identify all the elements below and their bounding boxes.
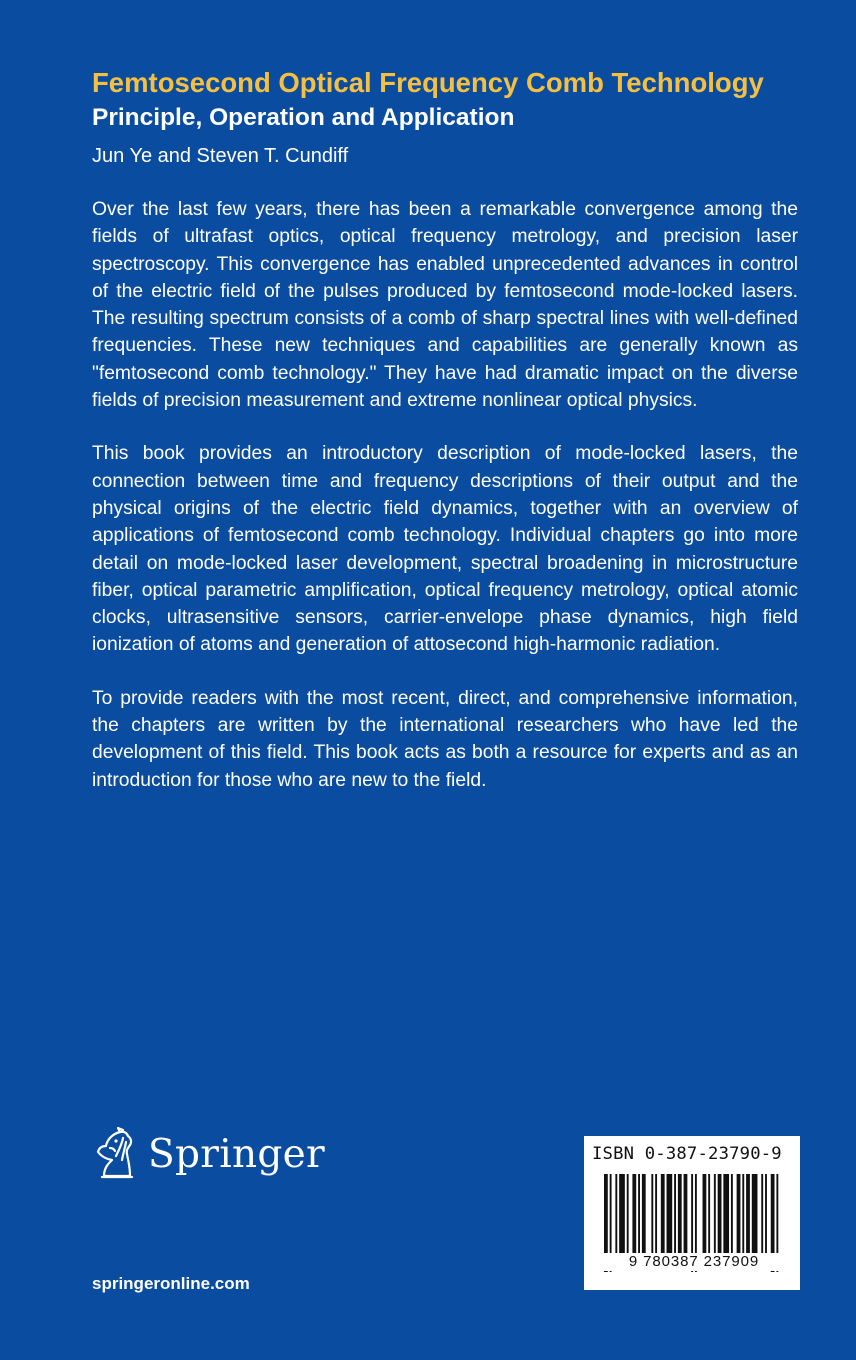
barcode-bar (708, 1174, 710, 1254)
publisher-name: Springer (148, 1131, 326, 1177)
barcode-bar (661, 1174, 665, 1254)
blurb (92, 196, 798, 820)
barcode-bar (718, 1174, 722, 1254)
barcode-bar (737, 1174, 741, 1254)
barcode-bar (684, 1174, 688, 1254)
barcode-bar (752, 1174, 758, 1254)
blurb-paragraph-3: To provide readers with the most recent, direct, and comprehensive information, the chapters are written by the international researchers who have led the development of this field. This book acts as both a resource for experts and as an introduction for those who are new to the field. (92, 687, 798, 791)
barcode-bar (632, 1174, 636, 1254)
book-subtitle: Principle, Operation and Application (92, 104, 515, 131)
barcode-bar (678, 1174, 682, 1254)
barcode-bar (731, 1174, 733, 1254)
springer-knight-icon (90, 1126, 140, 1182)
barcode-bar (667, 1174, 673, 1254)
barcode-bar (765, 1174, 767, 1254)
barcode-bar (723, 1174, 729, 1254)
barcode-bar (615, 1174, 617, 1254)
book-authors: Jun Ye and Steven T. Cundiff (92, 145, 349, 167)
barcode-digits: 9 780387 237909 (604, 1253, 784, 1271)
barcode-bar (746, 1174, 750, 1254)
barcode-bar (619, 1174, 625, 1254)
barcode-bar (627, 1174, 629, 1254)
barcode-bar (674, 1174, 676, 1254)
barcode-bar (638, 1174, 640, 1254)
isbn-label: ISBN 0-387-23790-9 (592, 1144, 782, 1164)
barcode-bar (651, 1174, 653, 1254)
barcode-bar (703, 1174, 707, 1254)
barcode-bar (714, 1174, 716, 1254)
blurb-paragraph-2: This book provides an introductory description of mode-locked lasers, the connection between time and frequency descriptions of their output and the physical origins of the electric field dynamics, together with an overview of applications of femtosecond comb technology. Individual chapters go into more detail on mode-locked laser development, spectral broadening in microstructure fiber, optical parametric amplification, optical frequency metrology, optical atomic clocks, ultrasensitive sensors, carrier-envelope phase dynamics, high field ionization of atoms and generation of attosecond high-harmonic radiation. (92, 443, 798, 656)
blurb-paragraph-1: Over the last few years, there has been a remarkable convergence among the fields of ultrafast optics, optical frequency metrology, and precision laser spectroscopy. This convergence has enabled unprecedented advances in control of the electric field of the pulses produced by femtosecond mode-locked lasers. The resulting spectrum consists of a comb of sharp spectral lines with well-defined frequencies. These new techniques and capabilities are generally known as "femtosecond comb technology." They have had dramatic impact on the diverse fields of precision measurement and extreme nonlinear optical physics. (92, 199, 798, 412)
publisher-website[interactable]: springeronline.com (92, 1274, 250, 1293)
barcode-bar (761, 1174, 763, 1254)
publisher-logo (90, 1122, 330, 1186)
barcode-bar (655, 1174, 657, 1254)
book-title: Femtosecond Optical Frequency Comb Technology (92, 67, 764, 98)
barcode-bar (642, 1174, 646, 1254)
barcode-bar (742, 1174, 744, 1254)
isbn-barcode (584, 1136, 800, 1290)
